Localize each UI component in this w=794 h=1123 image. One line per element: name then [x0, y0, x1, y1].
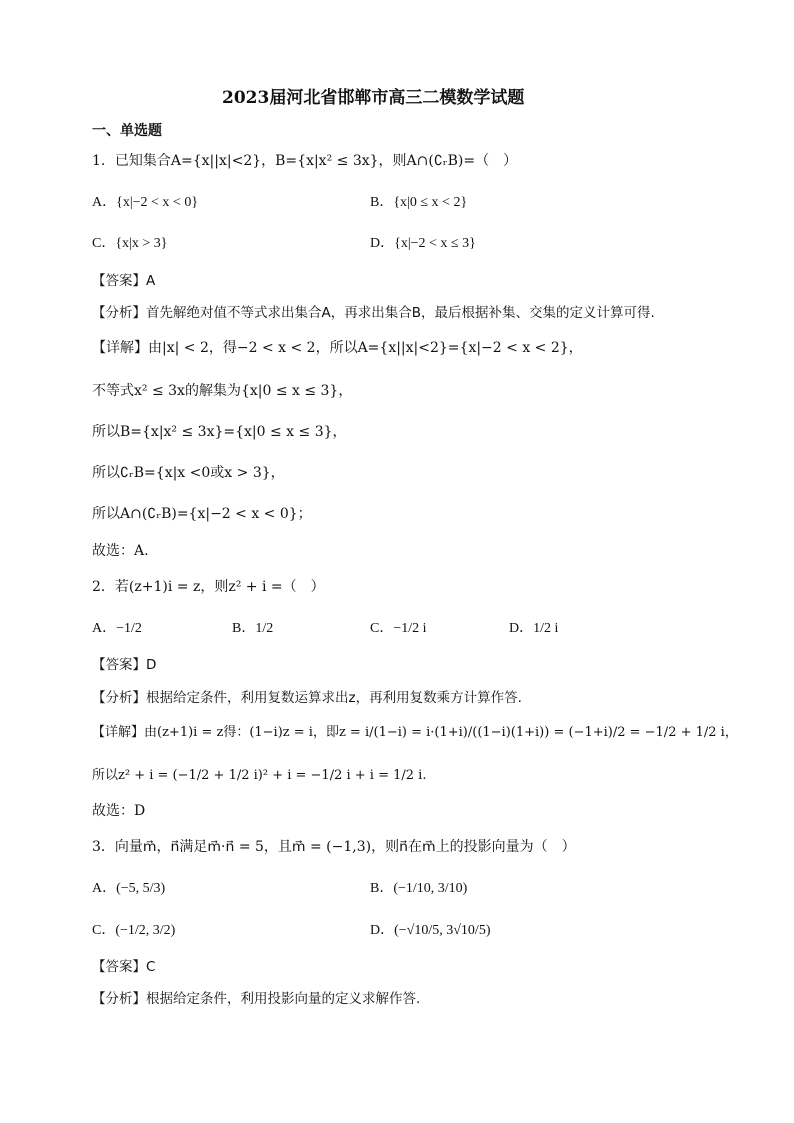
question-3-option-a: A．(−5, 5/3)	[92, 881, 166, 896]
question-3-stem: 3．向量m⃗，n⃗满足m⃗·n⃗ = 5，且m⃗ = (−1,3)，则n⃗在m⃗上的投影向量为（ ）	[92, 839, 576, 855]
question-2-option-d: D．1/2 i	[509, 621, 559, 636]
question-1-option-b: B．{x|0 ≤ x < 2}	[370, 195, 468, 210]
question-1-detail-line: 所以B={x|x² ≤ 3x}={x|0 ≤ x ≤ 3}，	[92, 424, 347, 440]
question-1-option-a: A．{x|−2 < x < 0}	[92, 195, 199, 210]
page-title: 2023届河北省邯郸市高三二模数学试题	[222, 88, 525, 108]
question-3-option-c: C．(−1/2, 3/2)	[92, 923, 176, 938]
question-2-detail-line: 所以z² + i = (−1/2 + 1/2 i)² + i = −1/2 i + i = 1/2 i.	[92, 768, 427, 783]
question-1-answer: 【答案】A	[92, 273, 156, 289]
question-2-option-a: A．−1/2	[92, 621, 142, 636]
question-2-detail-line: 【详解】由(z+1)i = z得：(1−i)z = i，即z = i/(1−i) = i·(1+i)/((1−i)(1+i)) = (−1+i)/2 = −1/2 + 1/2 i，	[92, 725, 738, 740]
question-3-option-d: D．(−√10/5, 3√10/5)	[370, 923, 491, 938]
question-1-detail-line: 不等式x² ≤ 3x的解集为{x|0 ≤ x ≤ 3}，	[92, 383, 353, 399]
question-1-option-d: D．{x|−2 < x ≤ 3}	[370, 236, 476, 251]
question-2-option-c: C．−1/2 i	[370, 621, 427, 636]
question-1-analysis: 【分析】首先解绝对值不等式求出集合A，再求出集合B，最后根据补集、交集的定义计算可得.	[92, 305, 655, 321]
section-heading: 一、单选题	[92, 123, 162, 139]
question-2-analysis: 【分析】根据给定条件，利用复数运算求出z，再利用复数乘方计算作答.	[92, 690, 522, 706]
question-1-stem: 1．已知集合A={x||x|<2}，B={x|x² ≤ 3x}，则A∩(∁ᵣB)=（ ）	[92, 153, 518, 169]
question-3-option-b: B．(−1/10, 3/10)	[370, 881, 468, 896]
question-3-answer: 【答案】C	[92, 959, 156, 975]
question-2-option-b: B．1/2	[232, 621, 274, 636]
question-1-detail-line: 【详解】由|x| < 2，得−2 < x < 2，所以A={x||x|<2}={x|−2 < x < 2}，	[92, 340, 583, 356]
question-1-option-c: C．{x|x > 3}	[92, 236, 168, 251]
question-1-choice: 故选：A.	[92, 543, 149, 559]
question-2-stem: 2．若(z+1)i = z，则z² + i =（ ）	[92, 579, 325, 595]
question-2-choice: 故选：D	[92, 803, 146, 819]
question-3-analysis: 【分析】根据给定条件，利用投影向量的定义求解作答.	[92, 991, 421, 1007]
question-2-answer: 【答案】D	[92, 657, 157, 673]
question-1-detail-line: 所以A∩(∁ᵣB)={x|−2 < x < 0}；	[92, 506, 312, 522]
question-1-detail-line: 所以∁ᵣB={x|x <0或x > 3}，	[92, 465, 285, 481]
